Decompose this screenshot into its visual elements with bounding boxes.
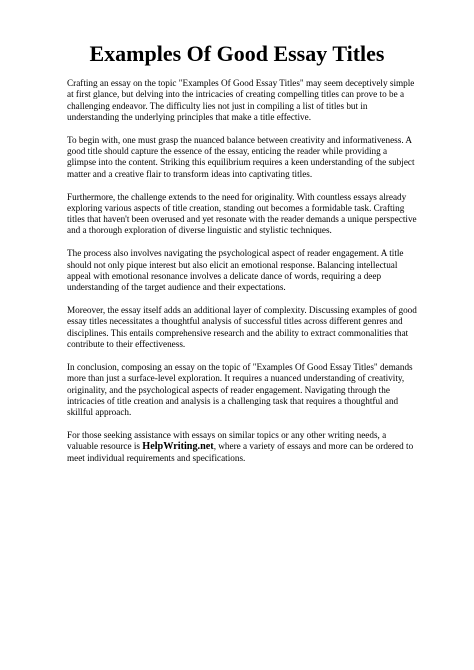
paragraph-complexity: Moreover, the essay itself adds an additional layer of complexity. Discussing examples of good essay titles necessitates a thoughtful analysis of successful titles across different genres and disciplines. This entails comprehensive research and the ability to extract commonalities that contribute to their effectiveness. bbox=[67, 305, 417, 350]
helpwriting-link[interactable]: HelpWriting.net bbox=[142, 441, 214, 453]
document-title: Examples Of Good Essay Titles bbox=[89, 41, 385, 66]
document-body bbox=[67, 78, 417, 464]
paragraph-conclusion: In conclusion, composing an essay on the topic of "Examples Of Good Essay Titles" demands more than just a surface-level exploration. It requires a nuanced understanding of creativity, originality, and the psychological aspects of reader engagement. Navigating through the intricacies of title creation and analysis is a challenging task that requires a thoughtful and skillful approach. bbox=[67, 361, 413, 418]
paragraph-engagement: The process also involves navigating the psychological aspect of reader engagement. A title should not only pique interest but also elicit an emotional response. Balancing intellectual appeal with emotional resonance involves a delicate dance of words, requiring a deep understanding of the target audience and their expectations. bbox=[67, 248, 404, 293]
paragraph-creativity: To begin with, one must grasp the nuanced balance between creativity and informativeness. A good title should capture the essence of the essay, enticing the reader while providing a glimpse into the content. Striking this equilibrium requires a keen understanding of the subject matter and a creative flair to transform ideas into captivating titles. bbox=[67, 134, 415, 179]
closing-text-after: , where a variety of essays and more can be ordered to meet individual requirements and specifications. bbox=[67, 441, 414, 463]
paragraph-intro: Crafting an essay on the topic "Examples Of Good Essay Titles" may seem deceptively simple at first glance, but delving into the intricacies of creating compelling titles can prove to be a challenging endeavor. The difficulty lies not just in compiling a list of titles but in understanding the underlying principles that make a title effective. bbox=[67, 78, 415, 122]
paragraph-closing bbox=[67, 430, 417, 464]
paragraph-originality: Furthermore, the challenge extends to the need for originality. With countless essays already exploring various aspects of title creation, standing out becomes a formidable task. Crafting titles that haven't been overused and yet resonate with the reader demands a unique perspective and a thorough exploration of diverse linguistic and stylistic techniques. bbox=[67, 191, 417, 236]
closing-text-before: For those seeking assistance with essays on similar topics or any other writing needs, a valuable resource is bbox=[67, 429, 387, 452]
